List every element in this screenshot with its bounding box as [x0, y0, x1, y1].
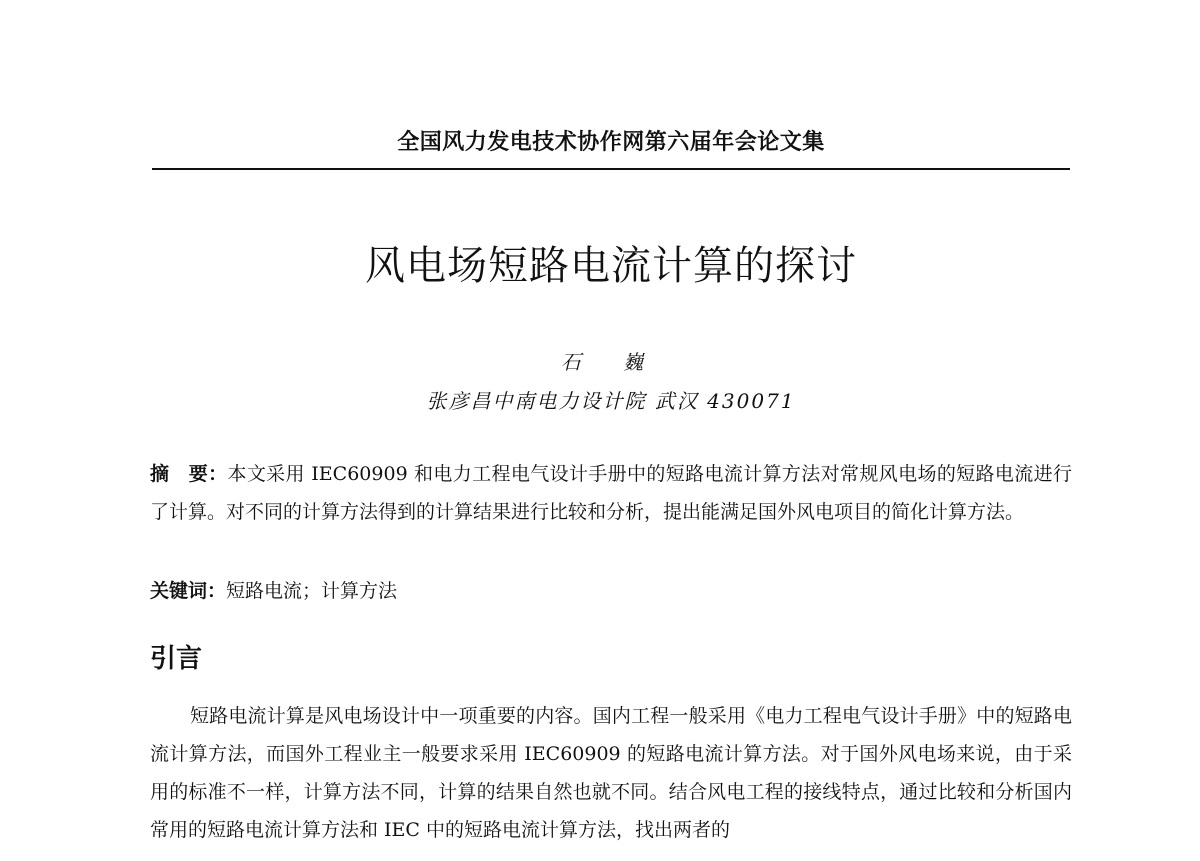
author-affiliation: 张彦昌中南电力设计院 武汉 430071: [426, 389, 796, 413]
abstract-text: 本文采用 IEC60909 和电力工程电气设计手册中的短路电流计算方法对常规风电场的短路电流进行了计算。对不同的计算方法得到的计算结果进行比较和分析，提出能满足国外风电项目的简化计算方法。: [150, 463, 1072, 523]
author-name: 石 巍: [560, 350, 662, 374]
abstract: [150, 455, 1072, 531]
paper-title: 风电场短路电流计算的探讨: [365, 243, 857, 289]
introduction-paragraph: 短路电流计算是风电场设计中一项重要的内容。国内工程一般采用《电力工程电气设计手册》中的短路电流计算方法，而国外工程业主一般要求采用 IEC60909 的短路电流计算方法。对于国外风电场来说，由于采用的标准不一样，计算方法不同，计算的结果自然也就不同。结合风电工程的接线特点，通过比较和分析国内常用的短路电流计算方法和 IEC 中的短路电流计算方法，找出两者的: [150, 705, 1072, 841]
abstract-label: 摘 要：: [150, 463, 228, 485]
keywords: [150, 573, 1072, 609]
header-rule: [152, 168, 1070, 170]
keywords-label: 关键词：: [150, 580, 227, 602]
section-heading-introduction: 引言: [150, 644, 203, 674]
proceedings-header: 全国风力发电技术协作网第六届年会论文集: [397, 130, 825, 155]
keywords-text: 短路电流；计算方法: [226, 580, 398, 602]
